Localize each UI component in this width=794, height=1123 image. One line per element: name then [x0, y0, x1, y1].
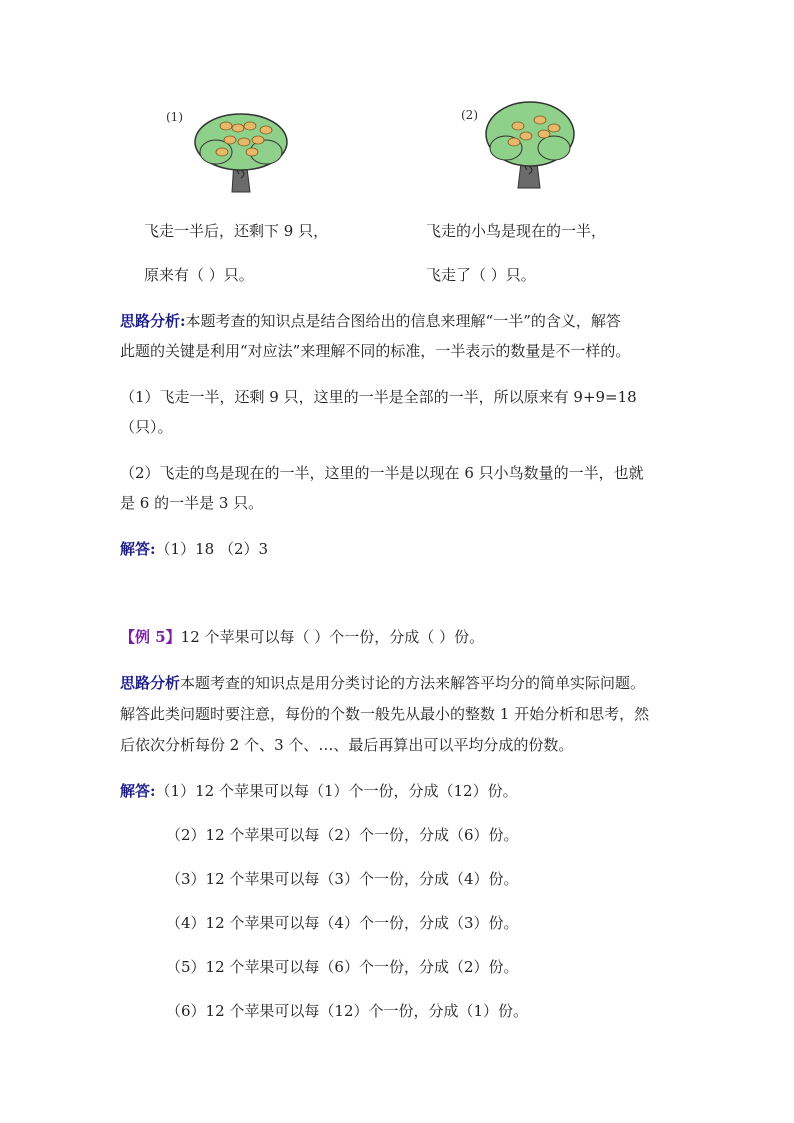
- answer-item: （1）12 个苹果可以每（1）个一份，分成（12）份。: [155, 782, 518, 800]
- question-1-line-1: 飞走一半后，还剩下 9 只，: [144, 222, 329, 240]
- answer-text: （1）18 （2）3: [155, 540, 269, 558]
- analysis-2-line-3: 后依次分析每份 2 个、3 个、…、最后再算出可以平均分成的份数。: [120, 736, 574, 754]
- tree-with-birds-icon: [186, 108, 296, 194]
- answer-2-line-1: [120, 780, 518, 801]
- analysis-1-point-1-line-1: （1）飞走一半，还剩 9 只，这里的一半是全部的一半，所以原来有 9+9=18: [120, 388, 637, 406]
- question-2-line-2: 飞走了（ ）只。: [426, 266, 536, 284]
- answer-item: （6）12 个苹果可以每（12）个一份，分成（1）份。: [166, 1002, 529, 1020]
- analysis-1-point-2-line-2: 是 6 的一半是 3 只。: [120, 494, 264, 512]
- figure-1-number: (1): [166, 110, 183, 124]
- answer-1: [120, 538, 268, 559]
- answer-item: （3）12 个苹果可以每（3）个一份，分成（4）份。: [166, 870, 519, 888]
- example-text: 12 个苹果可以每（ ）个一份，分成（ ）份。: [180, 628, 485, 646]
- figure-2-number: (2): [461, 108, 478, 122]
- answer-item: （4）12 个苹果可以每（4）个一份，分成（3）份。: [166, 914, 519, 932]
- example-tag: 【例 5】: [120, 628, 181, 646]
- analysis-1-point-2-line-1: （2）飞走的鸟是现在的一半，这里的一半是以现在 6 只小鸟数量的一半，也就: [120, 464, 644, 482]
- question-1-line-2: 原来有（ ）只。: [144, 266, 254, 284]
- analysis-label: 思路分析:: [120, 312, 186, 330]
- answer-item: （2）12 个苹果可以每（2）个一份，分成（6）份。: [166, 826, 519, 844]
- example-5: [120, 626, 484, 647]
- analysis-text: 本题考查的知识点是结合图给出的信息来理解“一半”的含义，解答: [185, 312, 621, 330]
- answer-item: （5）12 个苹果可以每（6）个一份，分成（2）份。: [166, 958, 519, 976]
- tree-with-birds-icon: [482, 98, 578, 190]
- analysis-text: 本题考查的知识点是用分类讨论的方法来解答平均分的简单实际问题。: [180, 674, 646, 692]
- analysis-1-line-2: 此题的关键是利用“对应法”来理解不同的标准，一半表示的数量是不一样的。: [120, 342, 631, 360]
- answer-label: 解答:: [120, 540, 156, 558]
- analysis-1-point-1-line-2: （只）。: [120, 418, 173, 436]
- analysis-1-line-1: [120, 310, 621, 331]
- analysis-2-line-2: 解答此类问题时要注意，每份的个数一般先从最小的整数 1 开始分析和思考，然: [120, 705, 650, 723]
- question-2-line-1: 飞走的小鸟是现在的一半，: [426, 222, 607, 240]
- analysis-2-line-1: [120, 672, 645, 693]
- analysis-label: 思路分析: [120, 674, 181, 692]
- answer-label: 解答:: [120, 782, 156, 800]
